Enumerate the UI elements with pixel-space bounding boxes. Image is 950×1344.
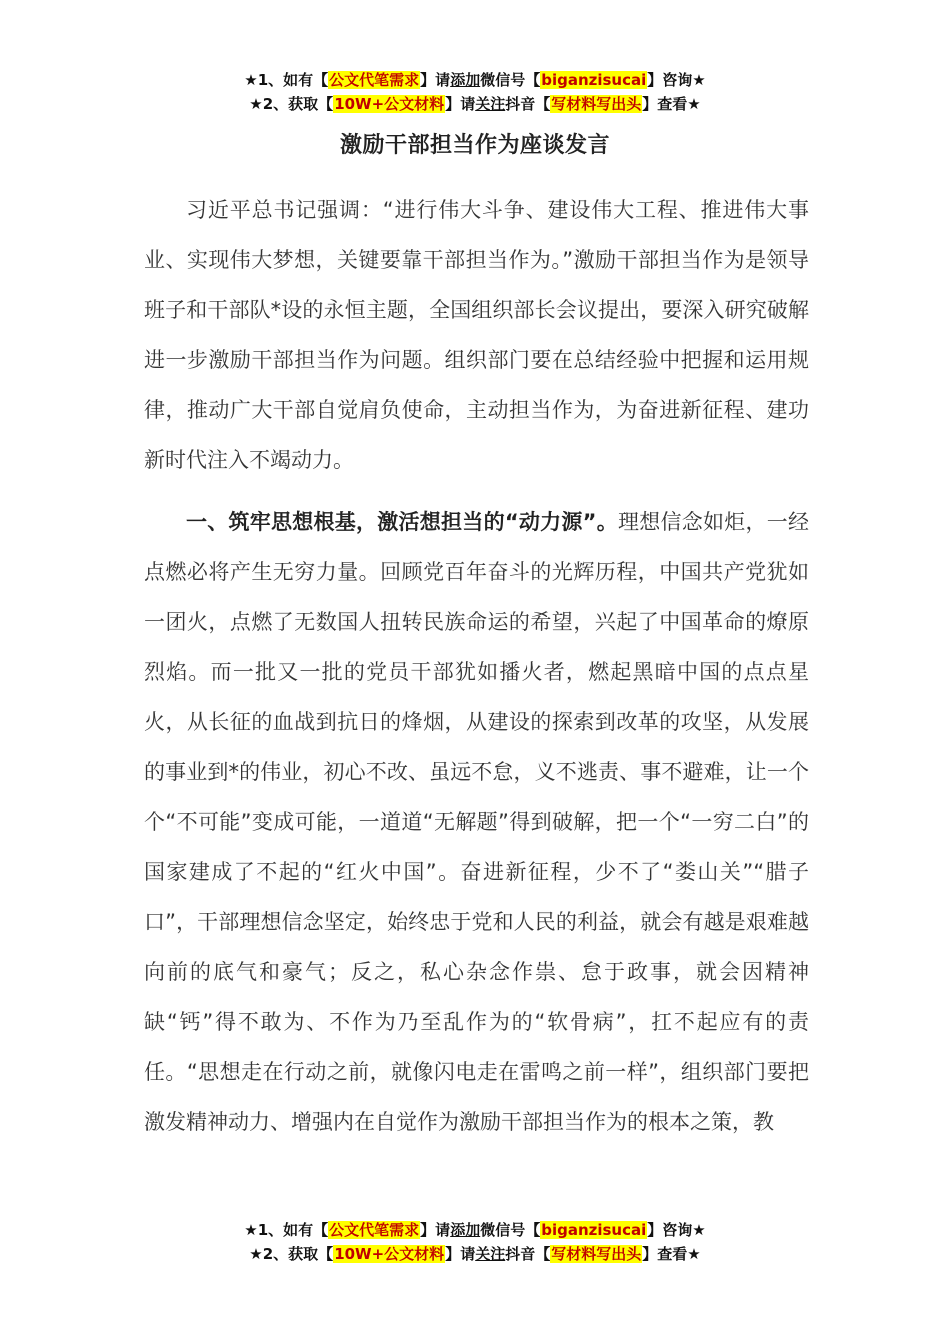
highlight-douyin-account: 写材料写出头	[551, 95, 642, 113]
banner-underlined-text: 添加	[450, 71, 481, 89]
header-banner	[0, 68, 950, 116]
banner-underlined-text: 添加	[450, 1221, 481, 1239]
section-1-paragraph	[144, 497, 809, 1147]
banner-line-2	[0, 1242, 950, 1266]
banner-text: 抖音【	[505, 1245, 551, 1263]
highlight-materials: 10W+公文材料	[334, 1245, 445, 1263]
highlight-service: 公文代笔需求	[329, 1221, 420, 1239]
banner-text: ★1、如有【	[244, 1221, 329, 1239]
banner-text: 】咨询★	[647, 71, 706, 89]
highlight-service: 公文代笔需求	[329, 71, 420, 89]
banner-text: ★2、获取【	[249, 1245, 334, 1263]
document-title: 激励干部担当作为座谈发言	[339, 133, 610, 158]
banner-text: 微信号【	[480, 1221, 541, 1239]
banner-text: 】请	[445, 95, 476, 113]
banner-text: ★1、如有【	[244, 71, 329, 89]
banner-line-2	[0, 92, 950, 116]
banner-underlined-text: 关注	[475, 95, 506, 113]
document-body	[144, 185, 809, 1147]
intro-paragraph: 习近平总书记强调：“进行伟大斗争、建设伟大工程、推进伟大事业、实现伟大梦想，关键要靠干部担当作为。”激励干部担当作为是领导班子和干部队*设的永恒主题，全国组织部长会议提出，要深入研究破解进一步激励干部担当作为问题。组织部门要在总结经验中把握和运用规律，推动广大干部自觉肩负使命，主动担当作为，为奋进新征程、建功新时代注入不竭动力。	[144, 198, 809, 472]
banner-text: 】查看★	[642, 1245, 701, 1263]
section-1-body: 理想信念如炬，一经点燃必将产生无穷力量。回顾党百年奋斗的光辉历程，中国共产党犹如一团火，点燃了无数国人扭转民族命运的希望，兴起了中国革命的燎原烈焰。而一批又一批的党员干部犹如播火者，燃起黑暗中国的点点星火，从长征的血战到抗日的烽烟，从建设的探索到改革的攻坚，从发展的事业到*的伟业，初心不改、虽远不怠，义不逃责、事不避难，让一个个“不可能”变成可能，一道道“无解题”得到破解，把一个“一穷二白”的国家建成了不起的“红火中国”。奋进新征程，少不了“娄山关”“腊子口”，干部理想信念坚定，始终忠于党和人民的利益，就会有越是艰难越向前的底气和豪气；反之，私心杂念作祟、怠于政事，就会因精神缺“钙”得不敢为、不作为乃至乱作为的“软骨病”，扛不起应有的责任。“思想走在行动之前，就像闪电走在雷鸣之前一样”，组织部门要把激发精神动力、增强内在自觉作为激励干部担当作为的根本之策，教	[144, 510, 810, 1134]
banner-line-1	[0, 1218, 950, 1242]
footer-banner	[0, 1218, 950, 1266]
banner-text: 】查看★	[642, 95, 701, 113]
banner-text: 】请	[445, 1245, 476, 1263]
highlight-materials: 10W+公文材料	[334, 95, 445, 113]
highlight-douyin-account: 写材料写出头	[551, 1245, 642, 1263]
banner-text: ★2、获取【	[249, 95, 334, 113]
banner-text: 】请	[420, 1221, 451, 1239]
highlight-wechat-id: biganzisucai	[541, 71, 647, 89]
section-1-heading: 一、筑牢思想根基，激活想担当的“动力源”。	[186, 510, 618, 534]
banner-underlined-text: 关注	[475, 1245, 506, 1263]
banner-text: 】请	[420, 71, 451, 89]
banner-text: 抖音【	[505, 95, 551, 113]
highlight-wechat-id: biganzisucai	[541, 1221, 647, 1239]
banner-text: 】咨询★	[647, 1221, 706, 1239]
banner-text: 微信号【	[480, 71, 541, 89]
banner-line-1	[0, 68, 950, 92]
